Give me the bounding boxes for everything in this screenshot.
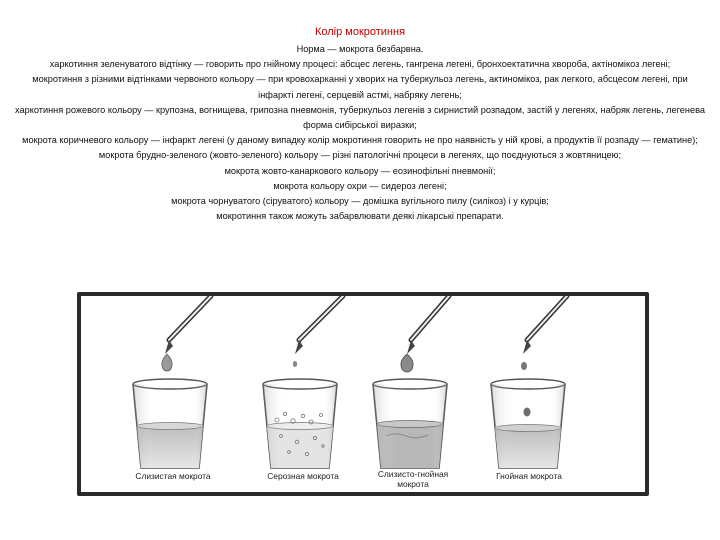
pipette-icon: [165, 296, 211, 354]
glass-serous: [263, 296, 343, 468]
sputum-types-figure: [77, 292, 649, 496]
body-text: [14, 42, 706, 224]
slide-title: Колір мокротиння: [314, 26, 406, 38]
pipette-icon: [295, 296, 343, 354]
drop-icon: [162, 354, 172, 371]
paragraph-drugs: мокротиння також можуть забарвлювати деякі лікарські препарати.: [216, 211, 504, 222]
paragraph-dirty-green: мокрота брудно-зеленого (жовто-зеленого) кольору — різні патологічні процеси в легенях, що поєднуються з жовтяницею;: [98, 150, 622, 161]
caption-mucopurulent: Слизисто-гнойная мокрота: [377, 469, 449, 489]
caption-serous: Серозная мокрота: [267, 471, 339, 481]
drop-icon: [521, 362, 527, 370]
paragraph-brown: мокрота коричневого кольору — інфаркт легені (у даному випадку колір мокротиння говорить не про наявність у ній крові, а продуктів її розпаду — гематине);: [22, 135, 698, 146]
paragraph-green: харкотиння зеленуватого відтінку — говорить про гнійному процесі: абсцес легень, гангрена легені, бронхоектатична хвороба, актіномікоз легені;: [49, 59, 671, 70]
glass-mucous: [133, 296, 211, 468]
paragraph-black: мокрота чорнуватого (сіруватого) кольору — домішка вугільного пилу (силікоз) і у курців;: [171, 196, 549, 207]
paragraph-norm: Норма — мокрота безбарвна.: [296, 44, 424, 54]
caption-purulent: Гнойная мокрота: [496, 471, 562, 481]
pipette-icon: [523, 296, 567, 354]
paragraph-red: мокротиння з різними відтінками червоного кольору — при кровохарканні у хворих на туберкульоз легень, актиномікоз, рак легкого, абсцесом легені, при інфаркті легені, серцевій астмі, набряку легень;: [32, 74, 688, 100]
pipette-icon: [407, 296, 449, 354]
glass-mucopurulent: [373, 296, 449, 468]
drop-icon: [401, 354, 413, 372]
glass-purulent: [491, 296, 567, 468]
sputum-illustration: [81, 296, 645, 492]
caption-mucous: Слизистая мокрота: [135, 471, 211, 481]
paragraph-pink: харкотиння рожевого кольору — крупозна, вогнищева, грипозна пневмонія, туберкульоз легенів з сирнистий розпадом, застій у легенях, набряк легень, легенева форма сибірської виразки;: [15, 104, 705, 131]
drop-icon: [293, 361, 297, 367]
paragraph-canary: мокрота жовто-канаркового кольору — еозинофільні пневмонії;: [224, 165, 496, 176]
paragraph-ochre: мокрота кольору охри — сидероз легені;: [273, 180, 447, 191]
